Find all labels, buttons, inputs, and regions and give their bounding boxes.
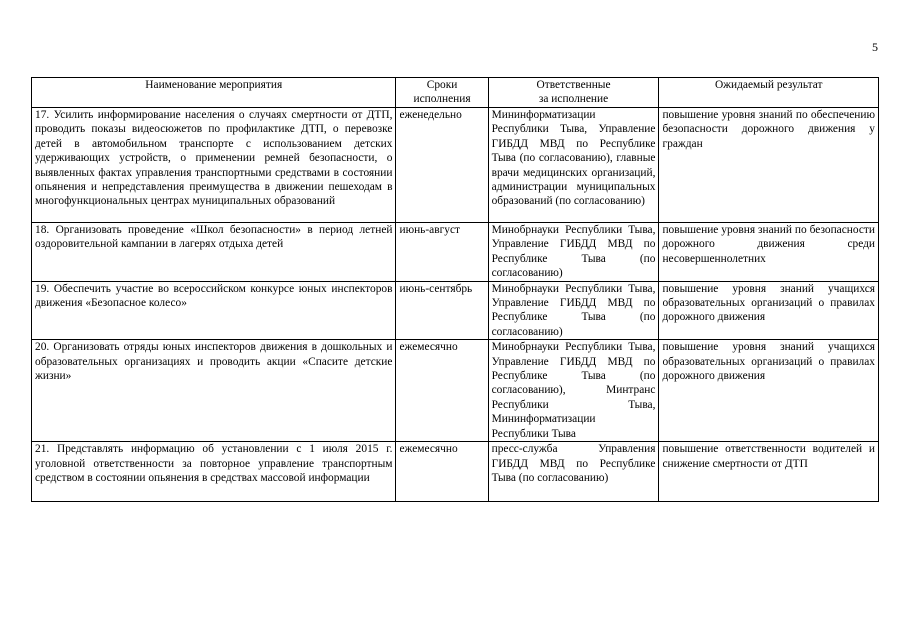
responsible-cell: пресс-служба Управления ГИБДД МВД по Республике Тыва (по согласованию) bbox=[488, 442, 659, 502]
term-cell: июнь-август bbox=[396, 223, 488, 282]
measure-cell: 19. Обеспечить участие во всероссийском конкурсе юных инспекторов движения «Безопасное колесо» bbox=[32, 281, 396, 340]
measure-cell: 17. Усилить информирование населения о случаях смертности от ДТП, проводить показы видеосюжетов по профилактике ДТП, о перевозке детей в автомобильном транспорте с использованием детских удерживающих устройств, о применении ремней безопасности, о выявленных фактах управления транспортными средствами в состоянии опьянения и непредставления преимущества в движении пешеходам в многофункциональных центрах муниципальных образований bbox=[32, 108, 396, 223]
result-cell: повышение уровня знаний по обеспечению безопасности дорожного движения у граждан bbox=[659, 108, 879, 223]
term-cell: ежемесячно bbox=[396, 340, 488, 442]
measure-cell: 21. Представлять информацию об установлении с 1 июля 2015 г. уголовной ответственности за повторное управление транспортным средством в состоянии опьянения в средствах массовой информации bbox=[32, 442, 396, 502]
table-row bbox=[32, 223, 879, 282]
responsible-cell: Минобрнауки Республики Тыва, Управление ГИБДД МВД по Республике Тыва (по согласованию) bbox=[488, 223, 659, 282]
table-row bbox=[32, 340, 879, 442]
term-cell: еженедельно bbox=[396, 108, 488, 223]
header-responsible: Ответственные за исполнение bbox=[488, 78, 659, 108]
result-cell: повышение ответственности водителей и снижение смертности от ДТП bbox=[659, 442, 879, 502]
header-result: Ожидаемый результат bbox=[659, 78, 879, 108]
responsible-cell: Мининформатизации Республики Тыва, Управление ГИБДД МВД по Республике Тыва (по согласованию), главные врачи медицинских организаций, администрации муниципальных образований (по согласованию) bbox=[488, 108, 659, 223]
term-cell: июнь-сентябрь bbox=[396, 281, 488, 340]
responsible-cell: Минобрнауки Республики Тыва, Управление ГИБДД МВД по Республике Тыва (по согласованию) bbox=[488, 281, 659, 340]
table-header-row bbox=[32, 78, 879, 108]
measure-cell: 18. Организовать проведение «Школ безопасности» в период летней оздоровительной кампании в лагерях отдыха детей bbox=[32, 223, 396, 282]
responsible-cell: Минобрнауки Республики Тыва, Управление ГИБДД МВД по Республике Тыва (по согласованию), Минтранс Республики Тыва, Мининформатизации Республики Тыва bbox=[488, 340, 659, 442]
result-cell: повышение уровня знаний учащихся образовательных организаций о правилах дорожного движения bbox=[659, 281, 879, 340]
measures-table bbox=[31, 77, 879, 502]
measure-cell: 20. Организовать отряды юных инспекторов движения в дошкольных и образовательных организациях и проводить акции «Спасите детские жизни» bbox=[32, 340, 396, 442]
page-number: 5 bbox=[872, 40, 878, 54]
term-cell: ежемесячно bbox=[396, 442, 488, 502]
result-cell: повышение уровня знаний учащихся образовательных организаций о правилах дорожного движения bbox=[659, 340, 879, 442]
table-row bbox=[32, 108, 879, 223]
header-measure: Наименование мероприятия bbox=[32, 78, 396, 108]
header-term: Сроки исполнения bbox=[396, 78, 488, 108]
table-row bbox=[32, 281, 879, 340]
table-row bbox=[32, 442, 879, 502]
result-cell: повышение уровня знаний по безопасности дорожного движения среди несовершеннолетних bbox=[659, 223, 879, 282]
